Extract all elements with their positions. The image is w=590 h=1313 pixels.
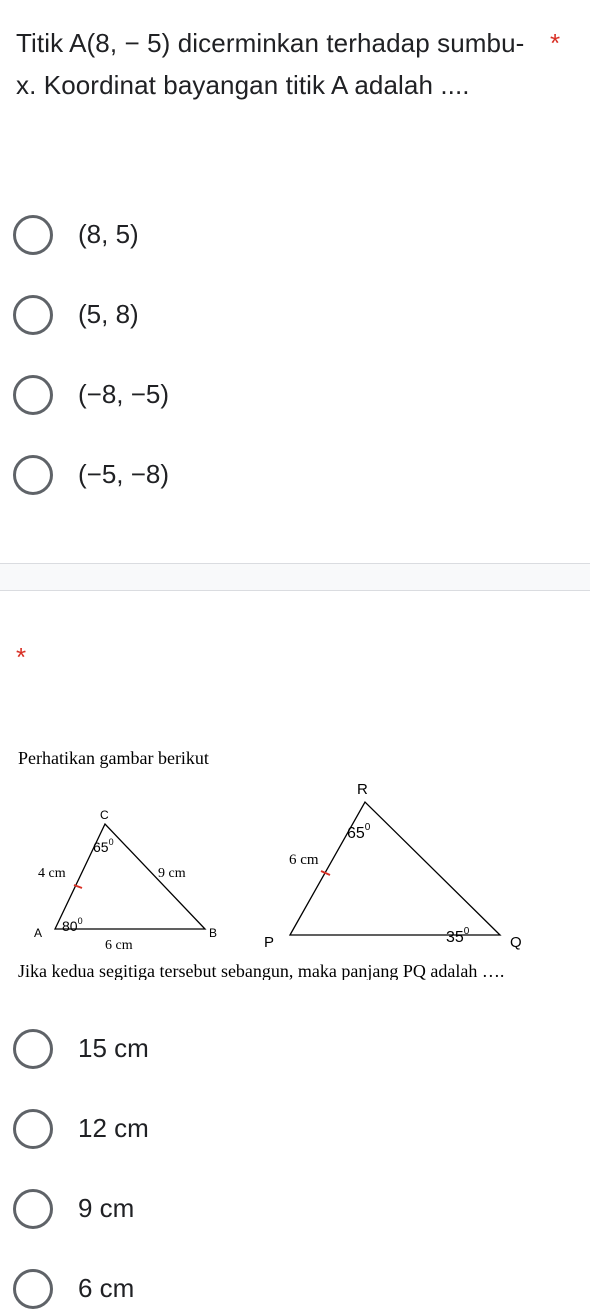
option-label: 15 cm — [78, 1033, 149, 1063]
radio-button-icon[interactable] — [13, 215, 53, 255]
triangle-pqr — [290, 802, 500, 935]
vertex-q-label: Q — [510, 934, 522, 951]
radio-button-icon[interactable] — [13, 295, 53, 335]
option-3[interactable] — [0, 1170, 590, 1250]
option-1[interactable] — [0, 1010, 590, 1090]
angle-q-label: $35^0$ — [446, 926, 470, 946]
radio-button-icon[interactable] — [13, 1269, 53, 1309]
section-divider — [0, 563, 590, 591]
vertex-b-label: B — [209, 926, 218, 940]
vertex-p-label: P — [264, 934, 275, 951]
option-label: (8, 5) — [78, 219, 139, 249]
option-label: 6 cm — [78, 1273, 135, 1303]
figure-intro-text: Perhatikan gambar berikut — [18, 748, 209, 768]
option-1[interactable] — [0, 196, 590, 276]
option-label: 9 cm — [78, 1193, 135, 1223]
radio-button-icon[interactable] — [13, 1109, 53, 1149]
option-4[interactable] — [0, 436, 590, 516]
option-2[interactable] — [0, 276, 590, 356]
radio-button-icon[interactable] — [13, 455, 53, 495]
option-3[interactable] — [0, 356, 590, 436]
side-ab-label: 6 cm — [105, 938, 133, 953]
required-asterisk: * — [16, 642, 27, 672]
vertex-a-label: A — [34, 926, 43, 940]
angle-c-label: $65^0$ — [93, 837, 114, 855]
option-label: 12 cm — [78, 1113, 149, 1143]
option-label: (−5, −8) — [78, 459, 170, 489]
option-4[interactable] — [0, 1250, 590, 1313]
side-pr-label: 6 cm — [289, 852, 319, 868]
vertex-c-label: C — [100, 808, 109, 822]
option-label: (5, 8) — [78, 299, 139, 329]
question-1-title: Titik A(8, − 5) dicerminkan terhadap sumbu-x. Koordinat bayangan titik A adalah .... — [16, 28, 525, 100]
similar-triangles-figure — [0, 740, 590, 980]
radio-button-icon[interactable] — [13, 1189, 53, 1229]
option-2[interactable] — [0, 1090, 590, 1170]
question-1 — [0, 0, 590, 545]
angle-a-label: $80^0$ — [62, 916, 83, 934]
radio-button-icon[interactable] — [13, 1029, 53, 1069]
option-label: (−8, −5) — [78, 379, 170, 409]
side-bc-label: 9 cm — [158, 866, 186, 881]
side-ac-label: 4 cm — [38, 866, 66, 881]
radio-button-icon[interactable] — [13, 375, 53, 415]
required-asterisk: * — [550, 28, 561, 58]
question-2-prompt: Jika kedua segitiga tersebut sebangun, maka panjang PQ adalah …. — [18, 961, 505, 980]
vertex-r-label: R — [357, 781, 368, 798]
angle-r-label: $65^0$ — [347, 822, 371, 842]
